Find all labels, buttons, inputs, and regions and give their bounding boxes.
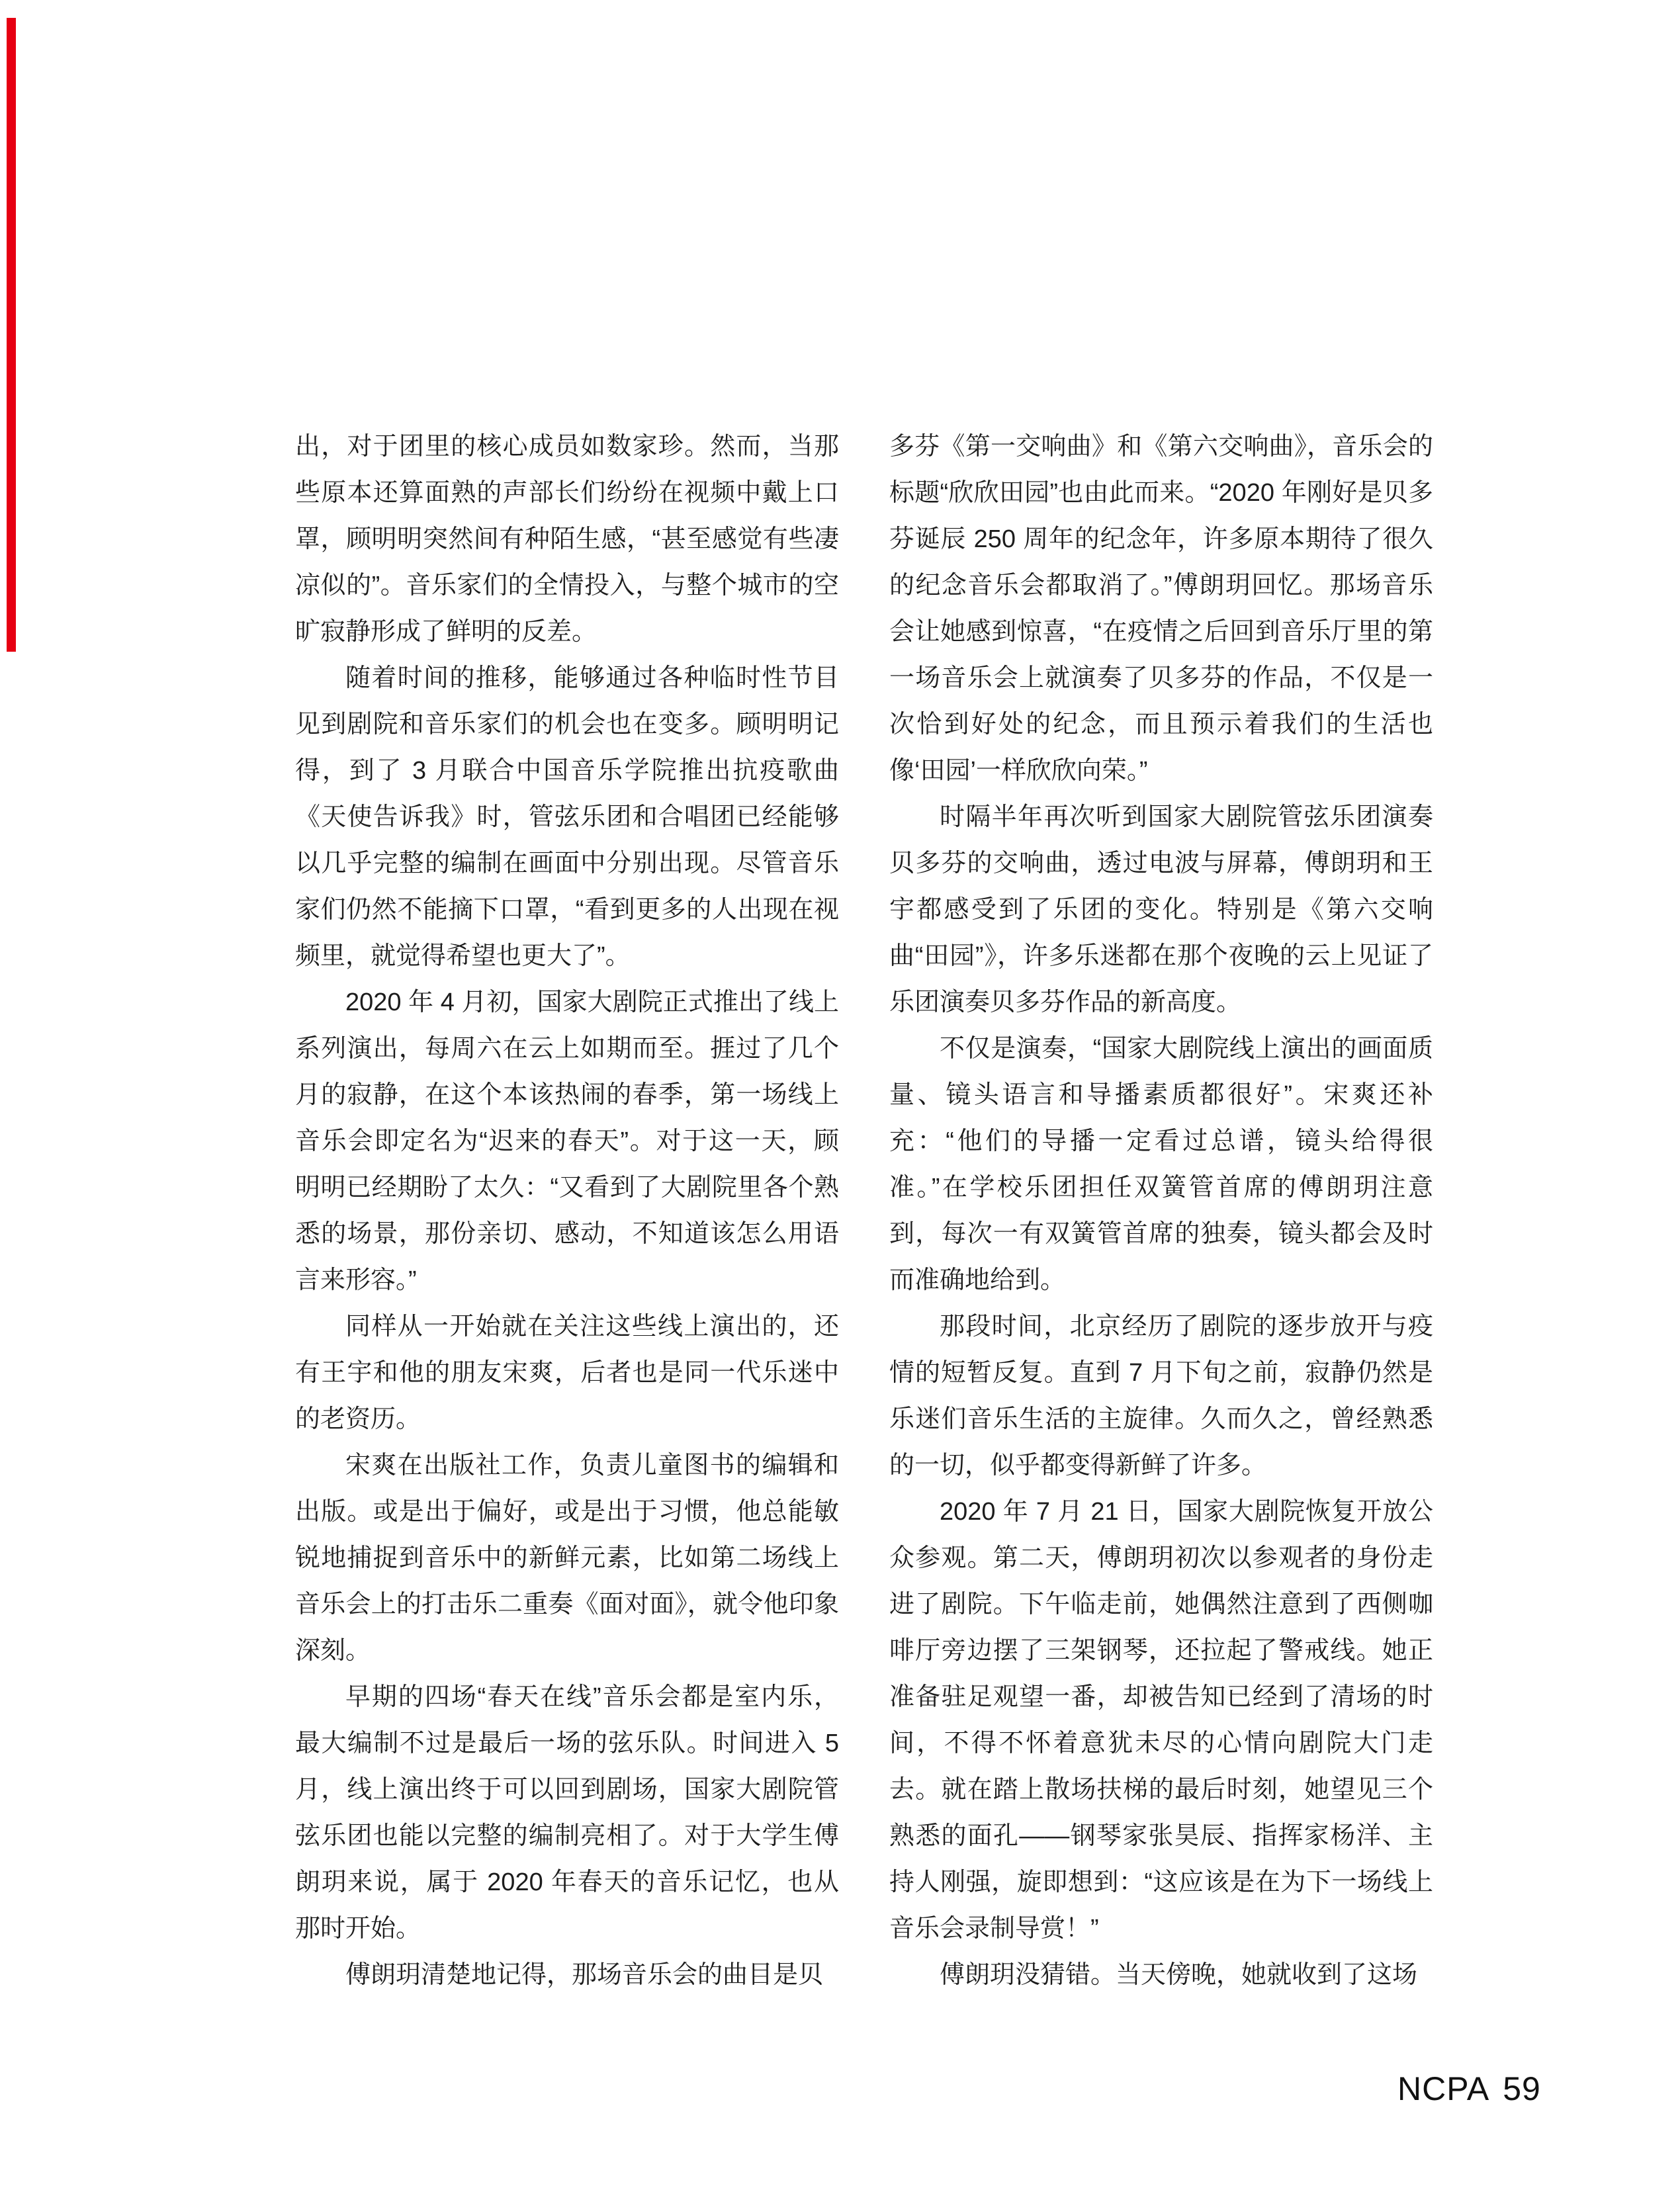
article-body — [295, 423, 1433, 1998]
paragraph: 2020 年 7 月 21 日，国家大剧院恢复开放公众参观。第二天，傅朗玥初次以参观者的身份走进了剧院。下午临走前，她偶然注意到了西侧咖啡厅旁边摆了三架钢琴，还拉起了警戒线。她正准备驻足观望一番，却被告知已经到了清场的时间，不得不怀着意犹未尽的心情向剧院大门走去。就在踏上散场扶梯的最后时刻，她望见三个熟悉的面孔——钢琴家张昊辰、指挥家杨洋、主持人刚强，旋即想到：“这应该是在为下一场线上音乐会录制导赏！” — [889, 1498, 1433, 1943]
paragraph: 早期的四场“春天在线”音乐会都是室内乐，最大编制不过是最后一场的弦乐队。时间进入 5 月，线上演出终于可以回到剧场，国家大剧院管弦乐团也能以完整的编制亮相了。对于大学生傅朗玥来说，属于 2020 年春天的音乐记忆，也从那时开始。 — [295, 1683, 839, 1943]
paragraph: 多芬《第一交响曲》和《第六交响曲》，音乐会的标题“欣欣田园”也由此而来。“2020 年刚好是贝多芬诞辰 250 周年的纪念年，许多原本期待了很久的纪念音乐会都取消了。”傅朗玥回忆。那场音乐会让她感到惊喜，“在疫情之后回到音乐厅里的第一场音乐会上就演奏了贝多芬的作品，不仅是一次恰到好处的纪念，而且预示着我们的生活也像‘田园’一样欣欣向荣。” — [889, 433, 1433, 785]
paragraph: 同样从一开始就在关注这些线上演出的，还有王宇和他的朋友宋爽，后者也是同一代乐迷中的老资历。 — [295, 1313, 839, 1433]
paragraph: 宋爽在出版社工作，负责儿童图书的编辑和出版。或是出于偏好，或是出于习惯，他总能敏锐地捕捉到音乐中的新鲜元素，比如第二场线上音乐会上的打击乐二重奏《面对面》，就令他印象深刻。 — [295, 1452, 839, 1665]
paragraph: 傅朗玥清楚地记得，那场音乐会的曲目是贝 — [345, 1961, 824, 1989]
text-column-right — [889, 423, 1433, 1998]
red-accent-bar — [7, 18, 16, 652]
magazine-label: NCPA — [1397, 2070, 1490, 2107]
paragraph: 不仅是演奏，“国家大剧院线上演出的画面质量、镜头语言和导播素质都很好”。宋爽还补充：“他们的导播一定看过总谱，镜头给得很准。”在学校乐团担任双簧管首席的傅朗玥注意到，每次一有双簧管首席的独奏，镜头都会及时而准确地给到。 — [889, 1035, 1433, 1294]
page-number: 59 — [1503, 2070, 1541, 2107]
text-column-left — [295, 423, 839, 1998]
paragraph: 那段时间，北京经历了剧院的逐步放开与疫情的短暂反复。直到 7 月下旬之前，寂静仍然是乐迷们音乐生活的主旋律。久而久之，曾经熟悉的一切，似乎都变得新鲜了许多。 — [889, 1313, 1433, 1479]
paragraph: 2020 年 4 月初，国家大剧院正式推出了线上系列演出，每周六在云上如期而至。捱过了几个月的寂静，在这个本该热闹的春季，第一场线上音乐会即定名为“迟来的春天”。对于这一天，顾明明已经期盼了太久：“又看到了大剧院里各个熟悉的场景，那份亲切、感动，不知道该怎么用语言来形容。” — [295, 988, 839, 1294]
paragraph: 傅朗玥没猜错。当天傍晚，她就收到了这场 — [940, 1961, 1418, 1989]
page-footer — [1397, 2070, 1541, 2108]
paragraph: 出，对于团里的核心成员如数家珍。然而，当那些原本还算面熟的声部长们纷纷在视频中戴上口罩，顾明明突然间有种陌生感，“甚至感觉有些凄凉似的”。音乐家们的全情投入，与整个城市的空旷寂静形成了鲜明的反差。 — [295, 433, 839, 646]
paragraph: 随着时间的推移，能够通过各种临时性节目见到剧院和音乐家们的机会也在变多。顾明明记得，到了 3 月联合中国音乐学院推出抗疫歌曲《天使告诉我》时，管弦乐团和合唱团已经能够以几乎完整的编制在画面中分别出现。尽管音乐家们仍然不能摘下口罩，“看到更多的人出现在视频里，就觉得希望也更大了”。 — [295, 664, 839, 970]
paragraph: 时隔半年再次听到国家大剧院管弦乐团演奏贝多芬的交响曲，透过电波与屏幕，傅朗玥和王宇都感受到了乐团的变化。特别是《第六交响曲“田园”》，许多乐迷都在那个夜晚的云上见证了乐团演奏贝多芬作品的新高度。 — [889, 803, 1433, 1016]
